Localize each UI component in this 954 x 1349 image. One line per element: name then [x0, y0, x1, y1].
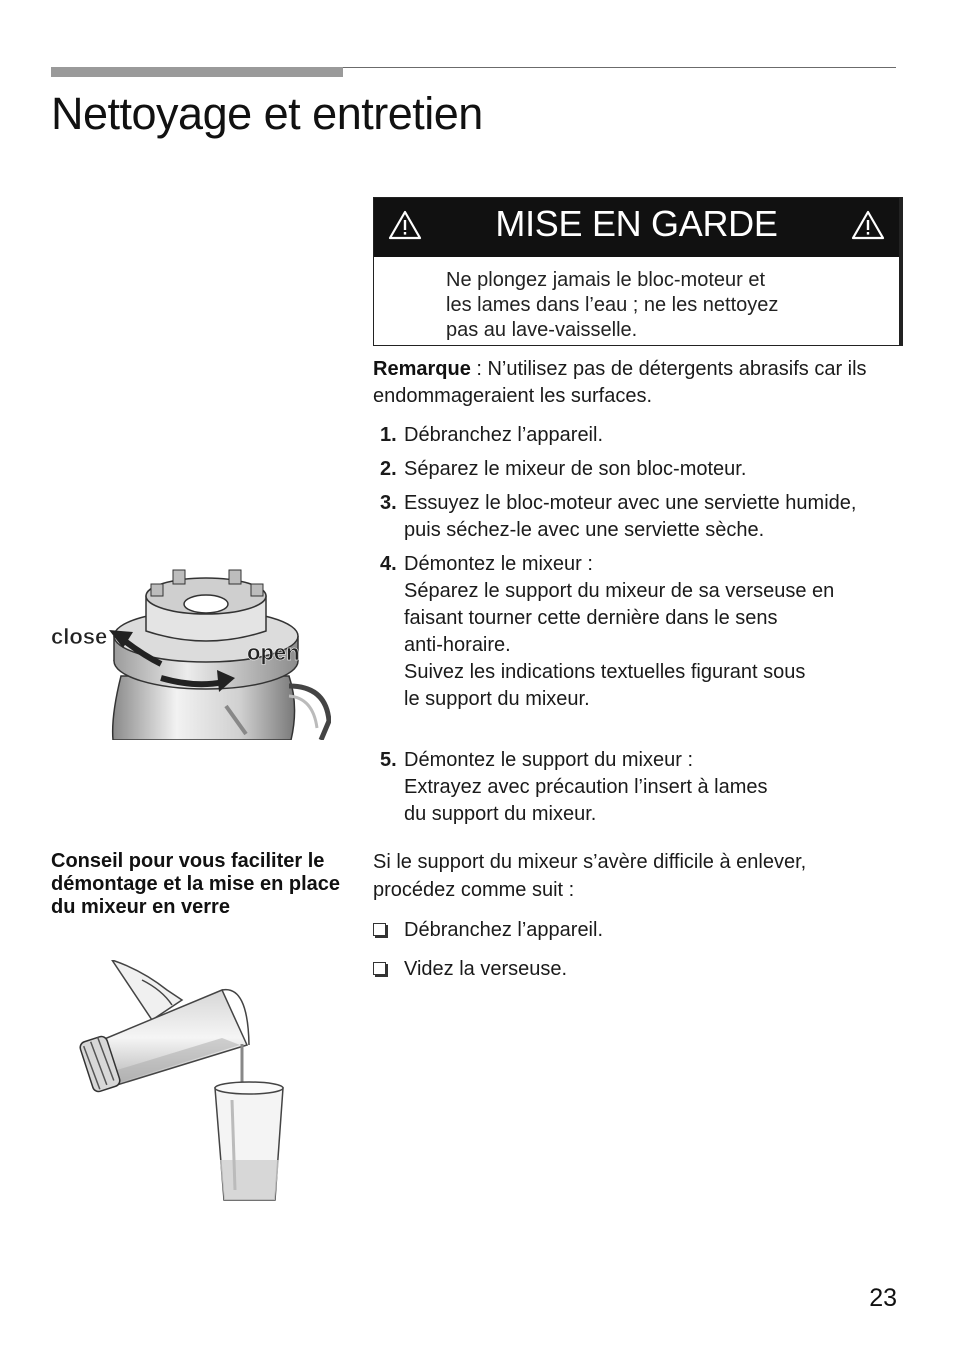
page-title: Nettoyage et entretien	[51, 88, 483, 139]
warning-header	[374, 198, 899, 257]
warning-line: Ne plongez jamais le bloc-moteur et	[446, 269, 766, 291]
step-line: Débranchez l’appareil.	[404, 424, 604, 446]
step-line: Séparez le mixeur de son bloc-moteur.	[404, 458, 747, 480]
header-rule-accent	[51, 67, 343, 77]
warning-line: pas au lave-vaisselle.	[446, 319, 638, 341]
checklist-text: Videz la verseuse.	[404, 958, 568, 980]
step-line: anti-horaire.	[404, 634, 511, 656]
blender-rotation-illustration	[51, 556, 331, 740]
step-line: Démontez le support du mixeur :	[404, 749, 694, 771]
step-line: du support du mixeur.	[404, 803, 597, 825]
step-number: 1.	[380, 424, 397, 446]
step-line: le support du mixeur.	[404, 688, 590, 710]
step-number: 2.	[380, 458, 397, 480]
remark-label: Remarque	[373, 358, 471, 380]
warning-line: les lames dans l’eau ; ne les nettoyez	[446, 294, 779, 316]
step-line: puis séchez-le avec une serviette sèche.	[404, 519, 765, 541]
step-line: Démontez le mixeur :	[404, 553, 593, 575]
label-open: open	[247, 640, 300, 665]
label-close: close	[51, 624, 108, 649]
step-number: 3.	[380, 492, 397, 514]
remark-paragraph	[373, 356, 903, 410]
warning-box	[373, 197, 900, 346]
page-number: 23	[869, 1284, 897, 1312]
warning-triangle-icon	[851, 210, 885, 240]
pouring-illustration	[72, 960, 297, 1210]
step-line: faisant tourner cette dernière dans le sens	[404, 607, 778, 629]
tip-heading: Conseil pour vous faciliter le démontage et la mise en place du mixeur en verre	[51, 850, 340, 918]
checklist-text: Débranchez l’appareil.	[404, 919, 604, 941]
intro-paragraph: Si le support du mixeur s’avère difficile à enlever, procédez comme suit :	[373, 851, 807, 901]
step-line: Essuyez le bloc-moteur avec une serviette humide,	[404, 492, 857, 514]
remark-text: : N’utilisez pas de détergents abrasifs car ils endommageraient les surfaces.	[373, 358, 867, 407]
step-number: 4.	[380, 553, 397, 575]
step-line: Suivez les indications textuelles figurant sous	[404, 661, 806, 683]
step-number: 5.	[380, 749, 397, 771]
step-line: Extrayez avec précaution l’insert à lames	[404, 776, 768, 798]
warning-title: MISE EN GARDE	[495, 203, 778, 244]
checkbox-icon	[373, 962, 386, 975]
warning-text	[446, 268, 866, 343]
checkbox-icon	[373, 923, 386, 936]
step-line: Séparez le support du mixeur de sa verseuse en	[404, 580, 835, 602]
